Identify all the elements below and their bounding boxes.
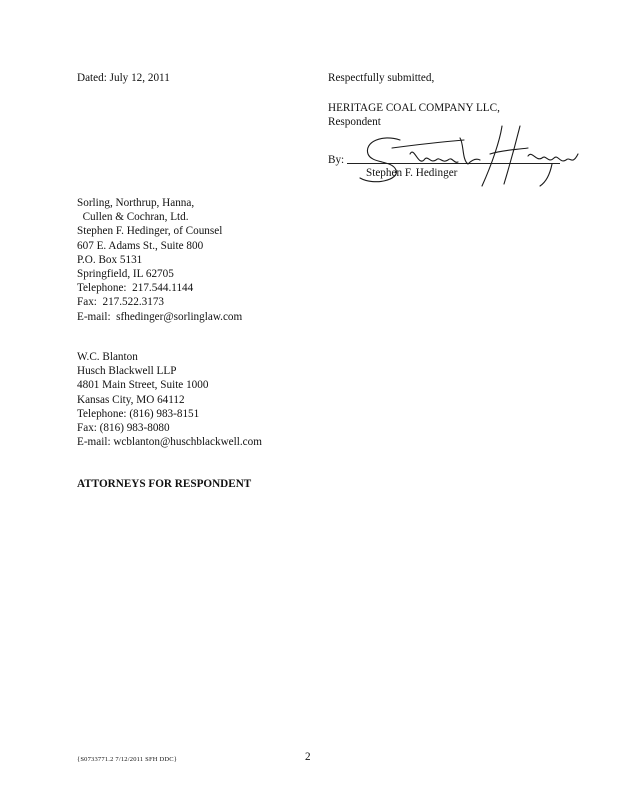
counsel-block-sorling	[77, 196, 242, 324]
counsel-line: P.O. Box 5131	[77, 253, 143, 266]
counsel-line: 4801 Main Street, Suite 1000	[77, 379, 209, 392]
page-number: 2	[305, 751, 311, 763]
respondent-label: Respondent	[328, 116, 381, 128]
counsel-line: 607 E. Adams St., Suite 800	[77, 239, 204, 252]
by-label: By:	[328, 154, 345, 166]
counsel-line: Telephone: (816) 983-8151	[77, 407, 200, 420]
counsel-line: Sorling, Northrup, Hanna,	[77, 197, 195, 209]
counsel-line: Stephen F. Hedinger, of Counsel	[77, 225, 223, 238]
counsel-line: Kansas City, MO 64112	[77, 393, 185, 406]
counsel-line: E-mail: wcblanton@huschblackwell.com	[77, 436, 262, 449]
counsel-line: Cullen & Cochran, Ltd.	[77, 211, 189, 224]
handwritten-signature	[352, 120, 582, 192]
attorneys-heading: ATTORNEYS FOR RESPONDENT	[77, 478, 252, 490]
footer-doc-id: {S0733771.2 7/12/2011 SFH DDC}	[77, 756, 178, 763]
company-name: HERITAGE COAL COMPANY LLC,	[328, 102, 500, 114]
counsel-line: W.C. Blanton	[77, 351, 138, 363]
counsel-line: Fax: 217.522.3173	[77, 296, 165, 309]
counsel-line: E-mail: sfhedinger@sorlinglaw.com	[77, 310, 243, 323]
counsel-line: Husch Blackwell LLP	[77, 365, 177, 378]
signer-name: Stephen F. Hedinger	[366, 167, 458, 179]
counsel-line: Telephone: 217.544.1144	[77, 282, 194, 295]
counsel-line: Springfield, IL 62705	[77, 268, 174, 281]
counsel-line: Fax: (816) 983-8080	[77, 422, 170, 435]
dated-line: Dated: July 12, 2011	[77, 72, 170, 84]
counsel-block-husch	[77, 350, 262, 449]
closing-line: Respectfully submitted,	[328, 72, 435, 84]
